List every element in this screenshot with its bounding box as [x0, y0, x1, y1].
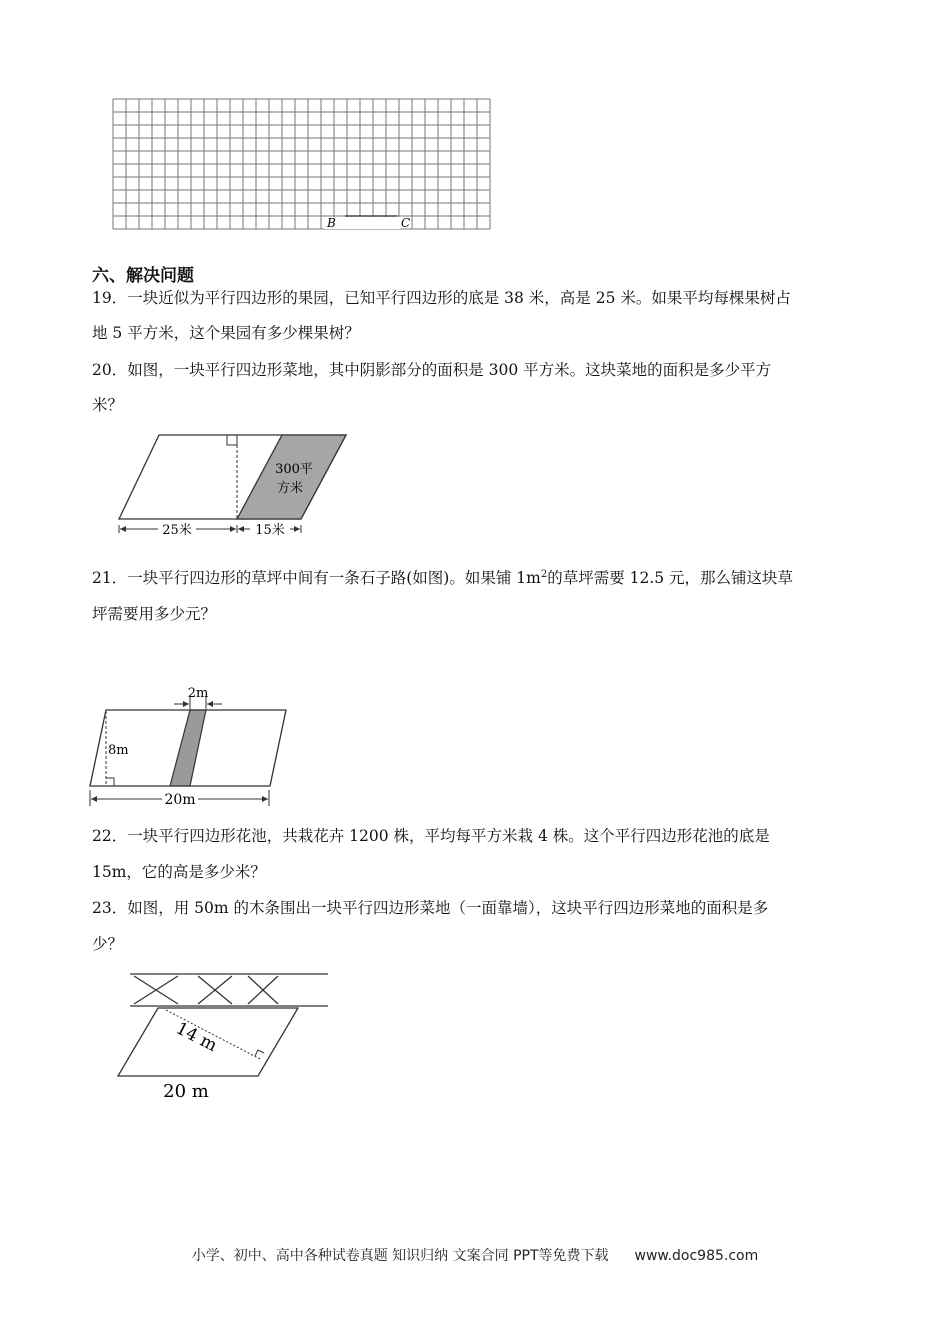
right-angle-mark — [227, 435, 237, 445]
base-15m-label: 15米 — [255, 523, 285, 538]
right-angle-mark — [106, 778, 114, 786]
footer-text: 小学、初中、高中各种试卷真题 知识归纳 文案合同 PPT等免费下载 — [191, 1248, 609, 1264]
point-b-label: B — [327, 216, 336, 230]
figure-21 — [86, 682, 296, 810]
question-21-line1 — [92, 568, 862, 588]
question-20-line1: 20．如图，一块平行四边形菜地，其中阴影部分的面积是 300 平方米。这块菜地的面积是多少平方 — [92, 361, 772, 379]
question-20-line2: 米？ — [92, 396, 124, 414]
wall-hatching — [134, 976, 278, 1004]
base-25m-label: 25米 — [162, 523, 192, 538]
question-21-text-b: 的草坪需要 12.5 元，那么铺这块草 — [547, 569, 794, 587]
section-title: 六、解决问题 — [92, 266, 194, 286]
shaded-area-label-2: 方米 — [276, 481, 304, 496]
footer — [0, 1245, 950, 1265]
path-width-2m-label: 2m — [187, 686, 209, 701]
base-20m-label: 20 m — [163, 1081, 209, 1102]
shaded-area-label-1: 300平 — [275, 462, 313, 477]
question-19-line2: 地 5 平方米，这个果园有多少棵果树？ — [92, 324, 360, 342]
question-22-line1: 22．一块平行四边形花池，共栽花卉 1200 株，平均每平方米栽 4 株。这个平行四边形花池的底是 — [92, 827, 770, 845]
slant-height-14m-label: 14 m — [172, 1018, 221, 1056]
question-21-text-a: 21．一块平行四边形的草坪中间有一条石子路(如图)。如果铺 1m — [92, 569, 541, 587]
height-8m-label: 8m — [108, 743, 129, 758]
grid-figure — [110, 96, 494, 232]
right-angle-mark — [255, 1050, 264, 1056]
shaded-region — [237, 435, 346, 519]
question-23-line2: 少？ — [92, 935, 124, 953]
question-23-line1: 23．如图，用 50m 的木条围出一块平行四边形菜地（一面靠墙），这块平行四边形菜地的面积是多 — [92, 899, 769, 917]
question-21-sup: 2 — [540, 569, 548, 580]
question-19-line1: 19．一块近似为平行四边形的果园，已知平行四边形的底是 38 米，高是 25 米。如果平均每棵果树占 — [92, 289, 791, 307]
footer-site-link[interactable]: www.doc985.com — [634, 1248, 759, 1264]
figure-23 — [112, 966, 336, 1104]
figure-20 — [112, 428, 352, 540]
question-21-line2: 坪需要用多少元？ — [92, 605, 217, 623]
point-c-label: C — [401, 216, 411, 230]
question-22-line2: 15m，它的高是多少米？ — [92, 863, 266, 881]
base-20m-label: 20m — [164, 792, 196, 808]
stone-path — [170, 710, 206, 786]
